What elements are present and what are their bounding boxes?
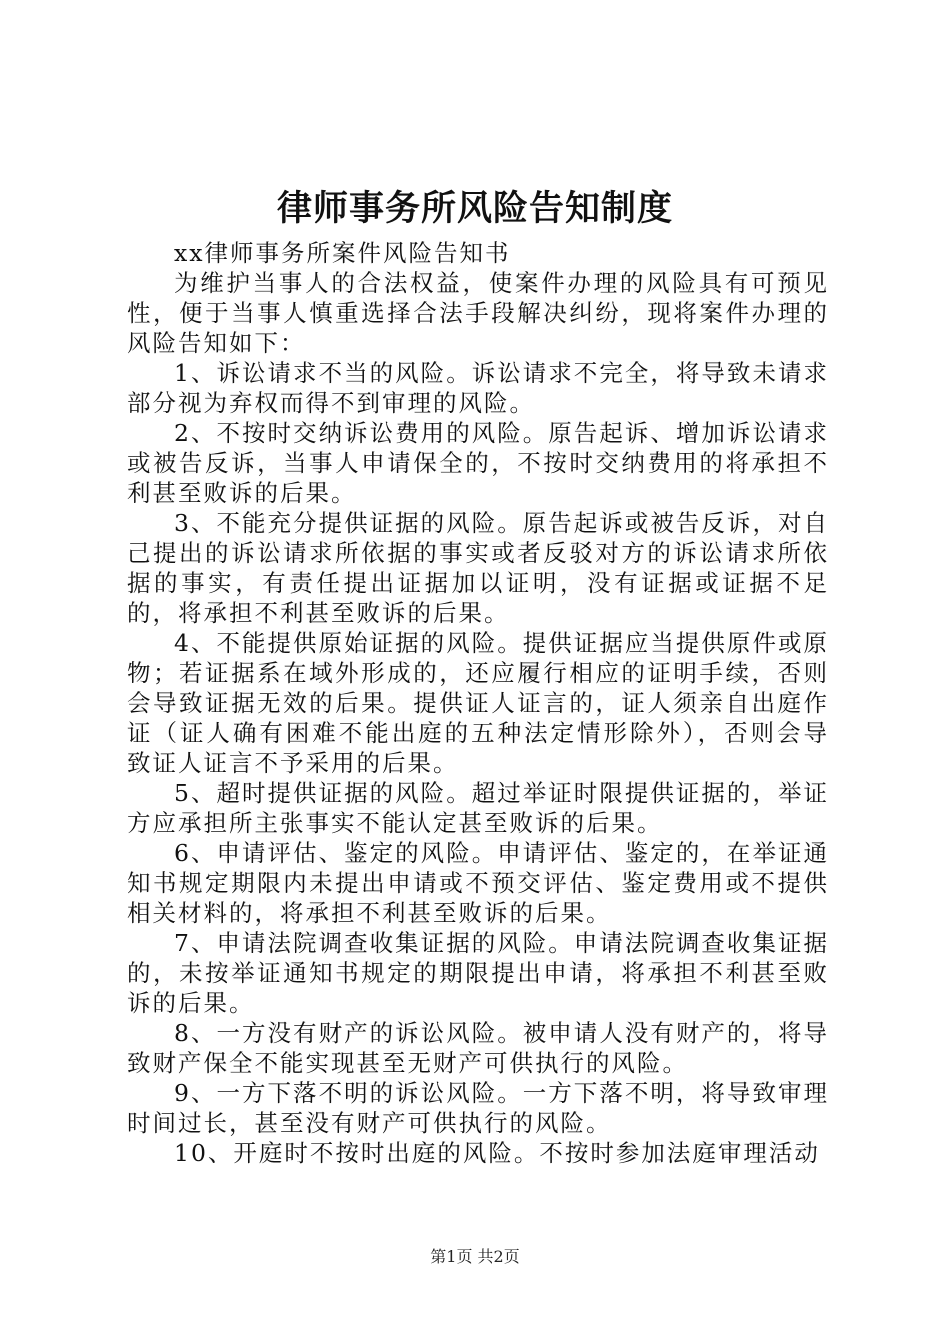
- paragraph-item-7: 7、申请法院调查收集证据的风险。申请法院调查收集证据的，未按举证通知书规定的期限提出申请，将承担不利甚至败诉的后果。: [127, 929, 829, 1017]
- page-footer: 第1页 共2页: [430, 1247, 520, 1266]
- paragraph-item-4: 4、不能提供原始证据的风险。提供证据应当提供原件或原物；若证据系在域外形成的，还应履行相应的证明手续，否则会导致证据无效的后果。提供证人证言的，证人须亲自出庭作证（证人确有困难不能出庭的五种法定情形除外），否则会导致证人证言不予采用的后果。: [127, 629, 829, 777]
- paragraph-item-9: 9、一方下落不明的诉讼风险。一方下落不明，将导致审理时间过长，甚至没有财产可供执行的风险。: [127, 1079, 829, 1137]
- document-body: [127, 238, 829, 1168]
- document-title: 律师事务所风险告知制度: [276, 188, 673, 229]
- paragraph-item-2: 2、不按时交纳诉讼费用的风险。原告起诉、增加诉讼请求或被告反诉，当事人申请保全的，不按时交纳费用的将承担不利甚至败诉的后果。: [127, 419, 829, 507]
- paragraph-item-8: 8、一方没有财产的诉讼风险。被申请人没有财产的，将导致财产保全不能实现甚至无财产可供执行的风险。: [127, 1019, 829, 1077]
- paragraph-heading: xx律师事务所案件风险告知书: [174, 239, 511, 267]
- paragraph-item-3: 3、不能充分提供证据的风险。原告起诉或被告反诉，对自己提出的诉讼请求所依据的事实或者反驳对方的诉讼请求所依据的事实，有责任提出证据加以证明，没有证据或证据不足的，将承担不利甚至败诉的后果。: [127, 509, 829, 627]
- paragraph-item-10: 10、开庭时不按时出庭的风险。不按时参加法庭审理活动: [174, 1139, 820, 1167]
- paragraph-item-6: 6、申请评估、鉴定的风险。申请评估、鉴定的，在举证通知书规定期限内未提出申请或不预交评估、鉴定费用或不提供相关材料的，将承担不利甚至败诉的后果。: [127, 839, 829, 927]
- paragraph-item-1: 1、诉讼请求不当的风险。诉讼请求不完全，将导致未请求部分视为弃权而得不到审理的风险。: [127, 359, 829, 417]
- paragraph-item-5: 5、超时提供证据的风险。超过举证时限提供证据的，举证方应承担所主张事实不能认定甚至败诉的后果。: [127, 779, 829, 837]
- paragraph-intro: 为维护当事人的合法权益，使案件办理的风险具有可预见性，便于当事人慎重选择合法手段解决纠纷，现将案件办理的风险告知如下：: [127, 269, 829, 357]
